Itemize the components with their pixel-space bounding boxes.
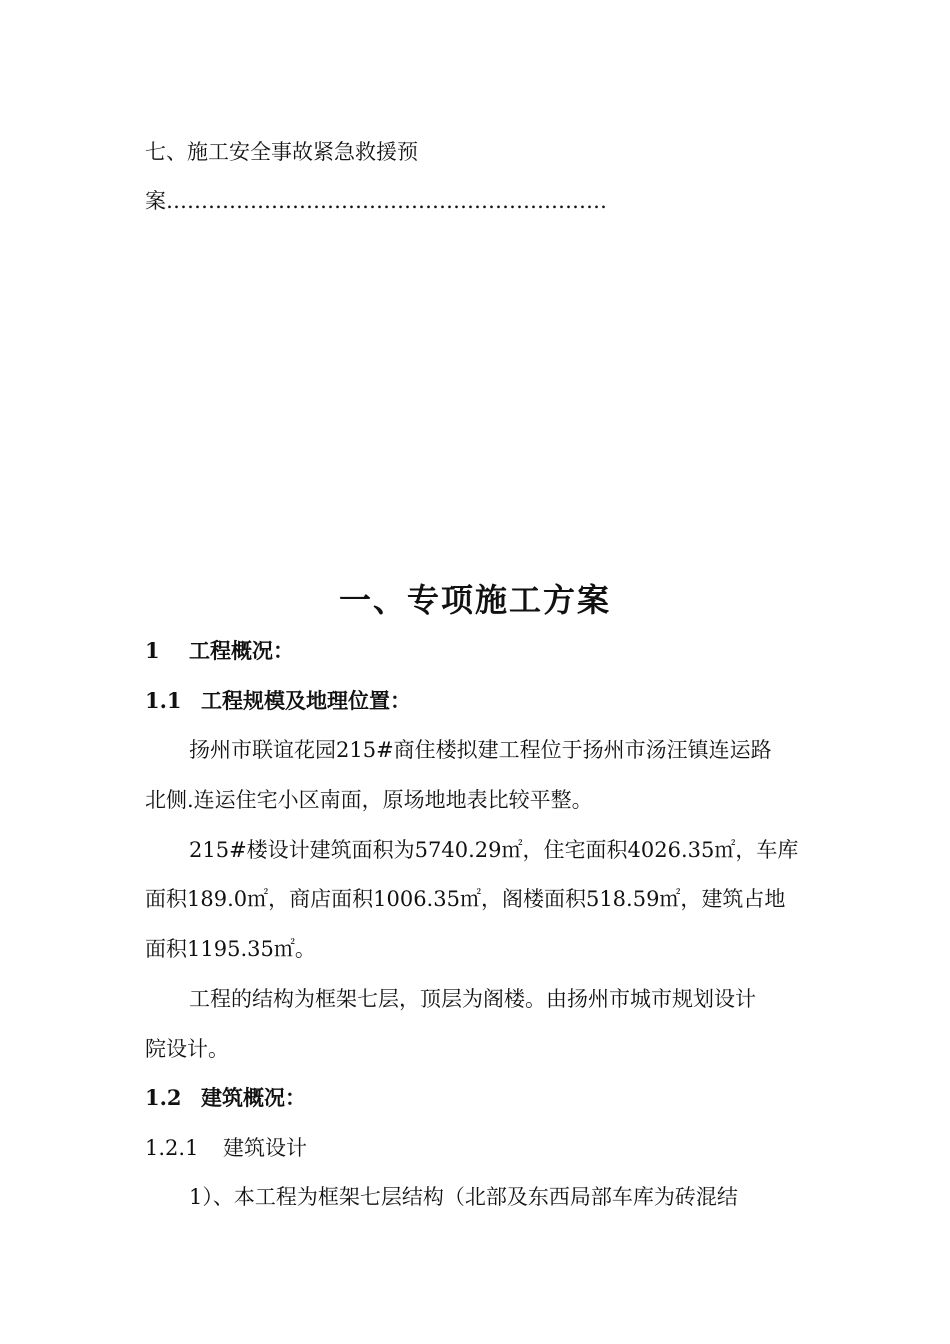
- paragraph-2-line-2: 面积189.0㎡，商店面积1006.35㎡，阁楼面积518.59㎡，建筑占地: [145, 887, 786, 911]
- paragraph-4-line-1: 1）、本工程为框架七层结构（北部及东西局部车库为砖混结: [189, 1185, 738, 1209]
- heading-1-1-number: 1.1: [145, 688, 182, 713]
- heading-1-2-1: [145, 1133, 810, 1163]
- paragraph-1-line-1: 扬州市联谊花园215#商住楼拟建工程位于扬州市汤汪镇连运路: [189, 738, 772, 762]
- toc-leader-dots: ………………………………………………………: [166, 189, 607, 213]
- heading-1-2-number: 1.2: [145, 1085, 182, 1110]
- heading-1-1: [145, 686, 810, 716]
- heading-1-title: 工程概况：: [189, 638, 294, 663]
- paragraph-3-line-2: 院设计。: [145, 1037, 229, 1061]
- paragraph-2-line-1: 215#楼设计建筑面积为5740.29㎡，住宅面积4026.35㎡，车库: [189, 838, 799, 862]
- toc-entry-7-line2: [145, 186, 810, 216]
- paragraph-2-line-3: 面积1195.35㎡。: [145, 937, 316, 961]
- section-title: 一、专项施工方案: [338, 581, 611, 619]
- toc-entry-7-line1: [145, 137, 810, 167]
- heading-1-1-title: 工程规模及地理位置：: [201, 688, 411, 713]
- heading-1-2: [145, 1083, 810, 1113]
- heading-1-2-title: 建筑概况：: [201, 1085, 306, 1110]
- toc-entry-7-text: 七、施工安全事故紧急救援预: [145, 140, 418, 164]
- heading-1: [145, 636, 810, 666]
- paragraph-1-line-2: 北侧.连运住宅小区南面，原场地地表比较平整。: [145, 788, 593, 812]
- heading-1-2-1-number: 1.2.1: [145, 1136, 199, 1160]
- heading-1-2-1-title: 建筑设计: [223, 1136, 307, 1160]
- paragraph-3-line-1: 工程的结构为框架七层，顶层为阁楼。由扬州市城市规划设计: [189, 987, 756, 1011]
- toc-entry-7-cont: 案: [145, 189, 166, 213]
- heading-1-number: 1: [145, 638, 160, 663]
